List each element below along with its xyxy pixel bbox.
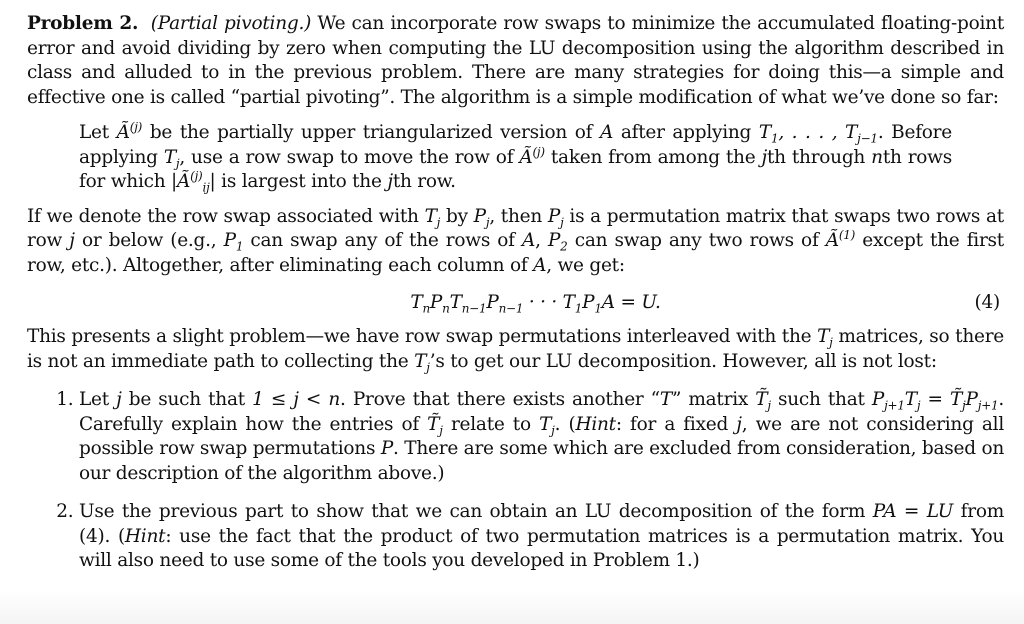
math-n: n — [871, 146, 883, 168]
algorithm-text: taken from among the — [544, 146, 762, 168]
math-tj: $T_j$ — [414, 350, 430, 375]
transition-paragraph — [27, 325, 1004, 374]
question-text: from (4). ( — [79, 501, 1004, 547]
question-text: . There are some which are excluded from consideration, based on our description of the algorithm above.) — [79, 438, 1004, 484]
math-a-tilde-j: $Ã^{(j)}$ — [116, 119, 143, 143]
question-text: : use the fact that the product of two permutation matrices is a permutation matrix. You will also need to use some of the tools you developed in Problem 1.) — [79, 525, 1004, 571]
explanation-text: can swap any two rows of — [567, 230, 826, 251]
math-j: j — [116, 389, 122, 410]
question-text: be such that — [121, 389, 253, 410]
math-t-tilde-j: $T̃_j$ — [755, 389, 771, 413]
explanation-text: , then — [489, 205, 548, 227]
transition-text: This presents a slight problem—we have row swap permutations interleaved with the — [27, 326, 818, 347]
question-list — [27, 388, 1004, 574]
explanation-text: can swap any of the rows of — [243, 230, 522, 251]
bottom-fade — [0, 590, 1024, 624]
explanation-text: except the first row, etc.). Altogether, after eliminating each column of — [27, 230, 1004, 276]
algorithm-text: th row. — [392, 171, 456, 192]
math-tj: $T_j$ — [163, 146, 180, 171]
question-text: . ( — [554, 413, 576, 435]
math-a-tilde-1: $Ã^{(1)}$ — [825, 227, 856, 251]
math-p2: $P_2$ — [547, 230, 568, 254]
math-pa-lu: PA = LU — [872, 501, 954, 522]
math-inequality: 1 ≤ j < n — [252, 389, 341, 410]
explanation-text: , we get: — [546, 254, 625, 276]
math-j: j — [69, 230, 75, 251]
algorithm-text: . Before applying — [79, 122, 952, 168]
math-j: j — [736, 413, 742, 435]
algorithm-text: | is largest into the — [209, 171, 388, 192]
question-text: Use the previous part to show that we can obtain an LU decomposition of the form — [79, 501, 873, 522]
algorithm-text: be the partially upper triangularized version of — [142, 122, 600, 143]
algorithm-text: , use a row swap to move the row of — [179, 146, 520, 168]
question-item-2 — [79, 500, 1004, 574]
equation-body: $T_nP_nT_{n-1}P_{n-1}$ · · · $T_1P_1A = U$. — [410, 292, 661, 316]
question-text: . Carefully explain how the entries of — [79, 389, 1005, 435]
equation-4 — [27, 291, 1004, 319]
math-a-tilde-ij: $Ã^{(j)}_{ij}$ — [177, 168, 210, 195]
explanation-text: by — [440, 205, 474, 227]
math-pj: $P_j$ — [547, 205, 564, 230]
algorithm-text: after applying — [613, 122, 759, 143]
explanation-text: If we denote the row swap associated with — [27, 205, 425, 227]
problem-title: (Partial pivoting.) — [150, 13, 312, 34]
math-tj: $T_j$ — [424, 205, 441, 230]
math-a-tilde-j: $Ã^{(j)}$ — [519, 144, 545, 168]
math-tj: $T_j$ — [539, 413, 555, 438]
math-t-tilde-j: $T̃_j$ — [427, 413, 443, 438]
math-a: A — [521, 230, 536, 251]
math-a: A — [533, 254, 547, 276]
question-text: relate to — [442, 413, 540, 435]
question-text: : for a fixed — [615, 413, 737, 435]
math-pj: $P_j$ — [473, 205, 490, 230]
equation-number: (4) — [974, 292, 1000, 313]
math-commutation: $P_{j+1}T_j$ = $T̃_jP_{j+1}$ — [871, 389, 999, 413]
math-j: j — [387, 171, 393, 192]
math-j: j — [761, 146, 767, 168]
math-tj: $T_j$ — [817, 326, 833, 350]
math-p: P — [380, 438, 394, 459]
explanation-paragraph — [27, 205, 1004, 279]
explanation-text: or below (e.g., — [74, 230, 224, 251]
math-t: T — [659, 389, 672, 410]
question-text: Let — [79, 389, 117, 410]
problem-label: Problem 2. — [27, 13, 139, 34]
algorithm-description — [79, 121, 952, 195]
question-item-1 — [79, 388, 1004, 486]
math-p1: $P_1$ — [223, 230, 244, 254]
intro-text: We can incorporate row swaps to minimize the accumulated floating-point error and avoid dividing by zero when computing the LU decomposition using the algorithm described in class and alluded to in the previous problem. There are many strategies for doing this—a simple and effective one is called “partial pivoting”. The algorithm is a simple modification of what we’ve done so far: — [27, 13, 1004, 108]
question-text: . Prove that there exists another “ — [340, 389, 660, 410]
algorithm-text: th through — [766, 146, 872, 168]
algorithm-text: th rows for which | — [79, 146, 953, 192]
transition-text: matrices, so there is not an immediate path to collecting the — [27, 326, 1004, 372]
math-a: A — [599, 122, 614, 143]
math-t-sequence: $T_1$, . . . , $T_{j-1}$ — [758, 122, 878, 146]
question-text: ” matrix — [671, 389, 756, 410]
question-text: , we are not considering all possible row swap permutations — [79, 413, 1005, 459]
explanation-text: is a permutation matrix that swaps two rows at row — [27, 205, 1004, 251]
problem-intro — [27, 12, 1004, 110]
hint-label: Hint — [124, 525, 166, 547]
algorithm-text: Let — [79, 122, 117, 143]
question-text: such that — [770, 389, 872, 410]
transition-text: ’s to get our LU decomposition. However, all is not lost: — [429, 350, 937, 372]
hint-label: Hint — [575, 413, 616, 435]
explanation-text: , — [535, 230, 548, 251]
